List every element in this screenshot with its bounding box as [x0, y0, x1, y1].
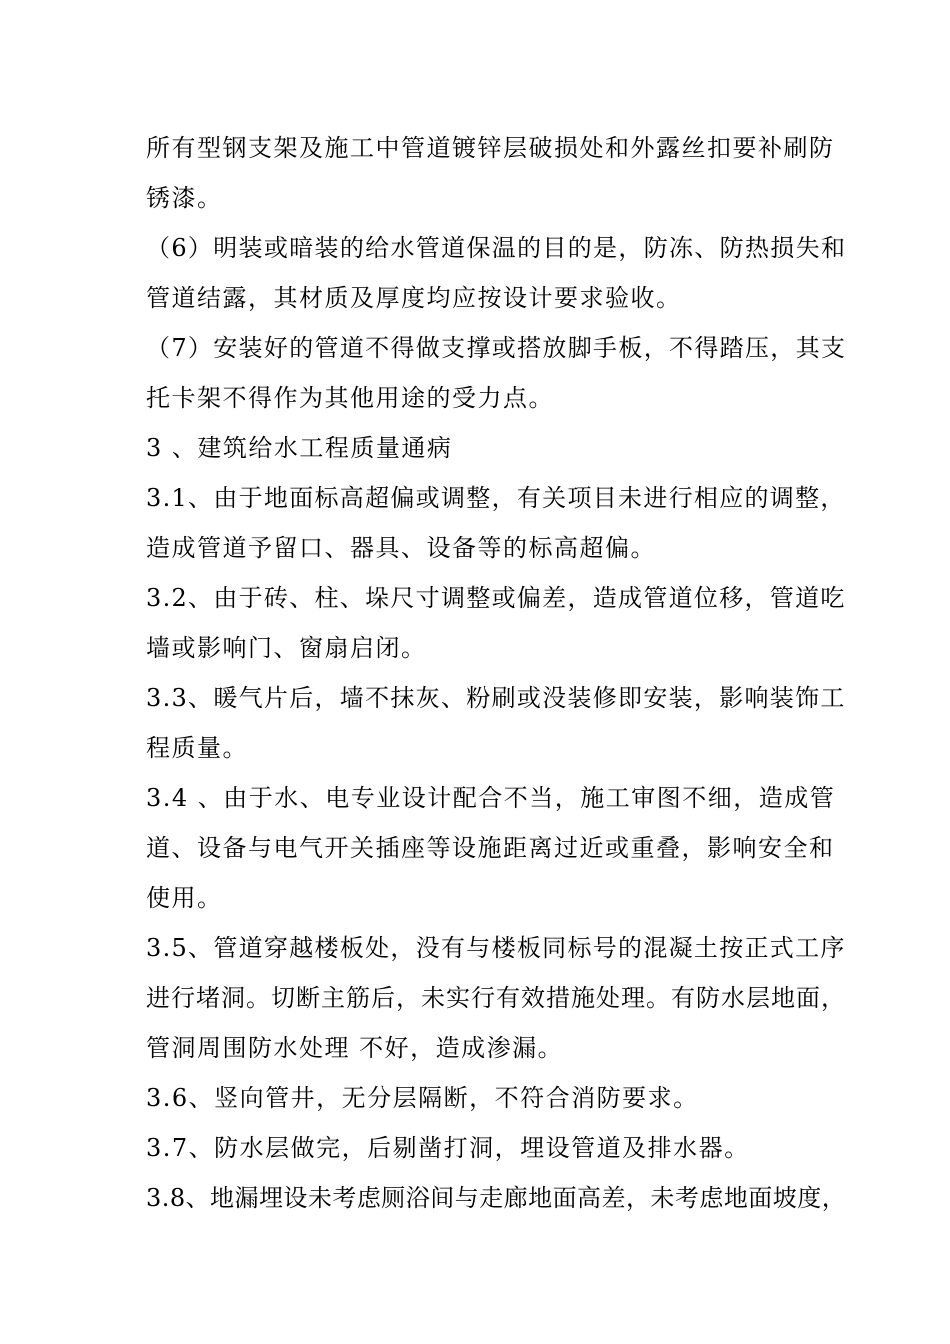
text-line: 3.6、竖向管井，无分层隔断，不符合消防要求。 [146, 1084, 699, 1112]
text-line: 管洞周围防水处理 不好，造成渗漏。 [146, 1034, 564, 1062]
text-line: 3.5、管道穿越楼板处，没有与楼板同标号的混凝土按正式工序 [146, 934, 846, 962]
text-line: 程质量。 [146, 734, 248, 762]
text-line: 墙或影响门、窗扇启闭。 [146, 634, 427, 662]
text-line: 所有型钢支架及施工中管道镀锌层破损处和外露丝扣要补刷防 [146, 134, 835, 162]
text-line: 3.7、防水层做完，后剔凿打洞，埋设管道及排水器。 [146, 1134, 750, 1162]
text-line: 使用。 [146, 884, 223, 912]
text-line: 3.1、由于地面标高超偏或调整，有关项目未进行相应的调整， [146, 484, 846, 512]
text-line: 3.2、由于砖、柱、垛尺寸调整或偏差，造成管道位移，管道吃 [146, 584, 846, 612]
text-line: 造成管道予留口、器具、设备等的标高超偏。 [146, 534, 656, 562]
text-line: 3.8、地漏埋设未考虑厕浴间与走廊地面高差，未考虑地面坡度， [146, 1184, 847, 1212]
text-line: 进行堵洞。切断主筋后，未实行有效措施处理。有防水层地面， [146, 984, 846, 1012]
text-line: 管道结露，其材质及厚度均应按设计要求验收。 [146, 284, 682, 312]
text-line: 3.3、暖气片后，墙不抹灰、粉刷或没装修即安装，影响装饰工 [146, 684, 846, 712]
text-line: 锈漆。 [146, 184, 223, 212]
section-heading: 3 、建筑给水工程质量通病 [146, 434, 453, 462]
text-line: 道、设备与电气开关插座等设施距离过近或重叠，影响安全和 [146, 834, 835, 862]
text-line: （6）明装或暗装的给水管道保温的目的是，防冻、防热损失和 [146, 234, 847, 262]
text-line: （7）安装好的管道不得做支撑或搭放脚手板，不得踏压，其支 [146, 334, 847, 362]
text-line: 3.4 、由于水、电专业设计配合不当，施工审图不细，造成管 [146, 784, 836, 812]
text-line: 托卡架不得作为其他用途的受力点。 [146, 384, 554, 412]
